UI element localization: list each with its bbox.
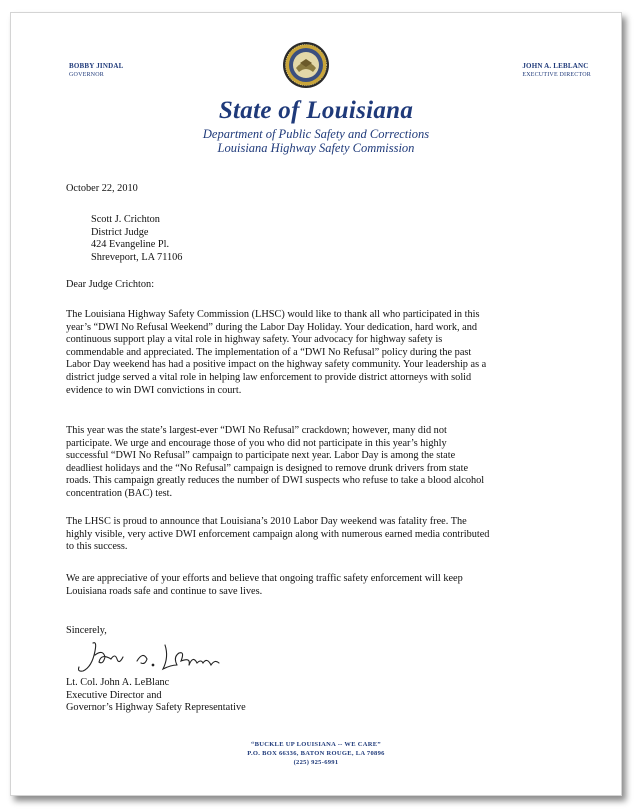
recipient-line: Scott J. Crichton xyxy=(91,214,160,225)
letter-date: October 22, 2010 xyxy=(66,183,138,194)
recipient-line: District Judge xyxy=(91,226,149,238)
paragraph-line: continuous support play a vital role in highway safety. Your advocacy for highway safety is xyxy=(66,334,443,346)
letterhead-footer xyxy=(11,740,621,767)
governor-name: BOBBY JINDAL xyxy=(69,62,124,70)
recipient-address xyxy=(91,214,616,264)
paragraph-line: The LHSC is proud to announce that Louisiana’s 2010 Labor Day weekend was fatality free. The xyxy=(66,516,467,527)
paragraph-line: district judge served a vital role in helping law enforcement to provide district attorneys with solid xyxy=(66,371,472,383)
governor-block xyxy=(69,62,123,80)
paragraph-line: This year was the state’s largest-ever “DWI No Refusal” crackdown; however, many did not xyxy=(66,425,447,436)
department-line-2: Louisiana Highway Safety Commission xyxy=(217,141,415,155)
paragraph-line: The Louisiana Highway Safety Commission (LHSC) would like to thank all who participated in this xyxy=(66,309,480,320)
signer-title: Executive Director and xyxy=(66,689,162,701)
paragraph-line: Labor Day weekend has had a positive impact on the highway safety community. Your leadership as a xyxy=(66,359,487,371)
letter-page xyxy=(10,12,622,796)
paragraph-line: year’s “DWI No Refusal Weekend” during the Labor Day Holiday. Your dedication, hard work, and xyxy=(66,321,478,333)
director-block xyxy=(522,62,591,80)
paragraph-line: highly visible, very active DWI enforcement campaign along with numerous earned media contributed xyxy=(66,528,490,540)
salutation: Dear Judge Crichton: xyxy=(66,279,155,290)
signer-block xyxy=(66,677,591,715)
paragraph-line: Louisiana roads safe and continue to save lives. xyxy=(66,585,263,597)
paragraph-line: We are appreciative of your efforts and believe that ongoing traffic safety enforcement will keep xyxy=(66,573,463,584)
paragraph-1 xyxy=(66,309,591,397)
director-name: JOHN A. LEBLANC xyxy=(522,62,589,70)
paragraph-3 xyxy=(66,516,591,554)
paragraph-line: participate. We urge and encourage those of you who did not participate in this year’s highly xyxy=(66,437,447,449)
paragraph-line: deadliest holidays and the “No Refusal” campaign is designed to remove drunk drivers from state xyxy=(66,462,469,474)
signer-name: Lt. Col. John A. LeBlanc xyxy=(66,677,170,688)
paragraph-line: concentration (BAC) test. xyxy=(66,487,173,499)
governor-title: GOVERNOR xyxy=(69,72,104,78)
recipient-line: Shreveport, LA 71106 xyxy=(91,251,183,263)
closing: Sincerely, xyxy=(66,625,107,636)
paragraph-line: evidence to win DWI convictions in court. xyxy=(66,384,242,396)
state-title: State of Louisiana xyxy=(218,97,414,124)
state-seal-icon xyxy=(282,41,330,89)
paragraph-line: successful “DWI No Refusal” campaign to participate next year. Labor Day is among the state xyxy=(66,450,456,462)
director-title: EXECUTIVE DIRECTOR xyxy=(522,72,591,78)
footer-slogan: “BUCKLE UP LOUISIANA -- WE CARE” xyxy=(251,741,381,748)
paragraph-line: to this success. xyxy=(66,541,128,553)
paragraph-4 xyxy=(66,573,591,598)
handwritten-signature xyxy=(73,635,243,679)
paragraph-2 xyxy=(66,425,591,501)
department-name xyxy=(11,127,621,155)
recipient-line: 424 Evangeline Pl. xyxy=(91,239,170,251)
footer-phone: (225) 925-6991 xyxy=(293,759,339,766)
department-line-1: Department of Public Safety and Corrections xyxy=(202,127,430,141)
signer-title: Governor’s Highway Safety Representative xyxy=(66,702,246,714)
paragraph-line: roads. This campaign greatly reduces the number of DWI suspects who refuse to take a blood alcohol xyxy=(66,475,485,487)
paragraph-line: commendable and appreciated. The implementation of a “DWI No Refusal” policy during the past xyxy=(66,346,472,358)
footer-address: P.O. BOX 66336, BATON ROUGE, LA 70896 xyxy=(247,750,385,757)
